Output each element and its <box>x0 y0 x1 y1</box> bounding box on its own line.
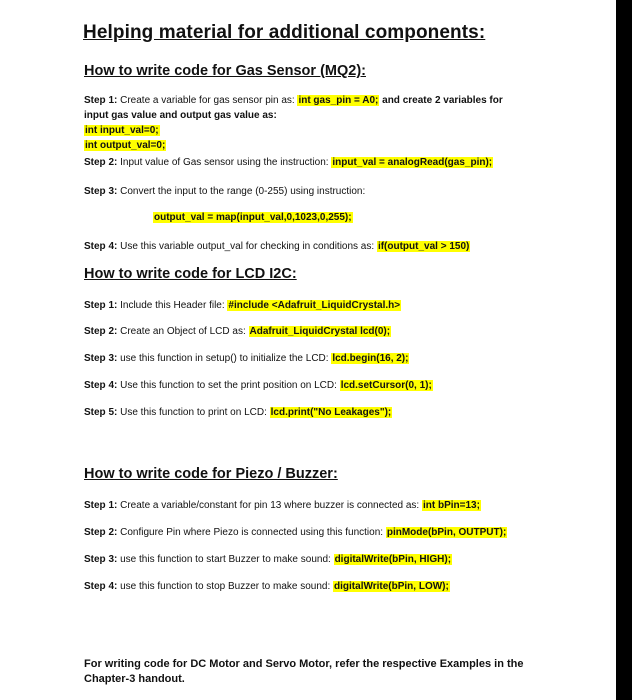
step-text: Input value of Gas sensor using the instruction: <box>117 157 332 168</box>
code-snippet: #include <Adafruit_LiquidCrystal.h> <box>228 300 401 311</box>
code-snippet: lcd.print("No Leakages"); <box>270 407 392 418</box>
lcd-step-3 <box>84 352 409 365</box>
code-snippet: lcd.setCursor(0, 1); <box>340 380 432 391</box>
code-snippet: int input_val=0; <box>85 125 159 136</box>
piezo-step-1 <box>84 499 481 512</box>
code-snippet: input_val = analogRead(gas_pin); <box>332 157 493 168</box>
step-text: Use this function to print on LCD: <box>117 407 270 418</box>
lcd-step-4 <box>84 379 433 392</box>
code-snippet: digitalWrite(bPin, LOW); <box>334 581 449 592</box>
code-snippet: int gas_pin = A0; <box>298 95 379 106</box>
page-title: Helping material for additional components: <box>83 22 486 43</box>
lcd-step-5 <box>84 406 392 419</box>
step-label: Step 3: <box>84 353 118 364</box>
step-text: Use this variable output_val for checking in conditions as: <box>117 241 377 252</box>
code-snippet: pinMode(bPin, OUTPUT); <box>386 527 507 538</box>
gas-step-4 <box>84 240 470 253</box>
step-text: Create a variable/constant for pin 13 where buzzer is connected as: <box>117 500 422 511</box>
step-label: Step 5: <box>84 407 118 418</box>
lcd-step-2 <box>84 325 391 338</box>
step-label: Step 2: <box>84 527 118 538</box>
step-text: Create a variable for gas sensor pin as: <box>117 95 298 106</box>
footer-note: For writing code for DC Motor and Servo Motor, refer the respective Examples in the Chapter-3 handout. <box>84 658 524 685</box>
piezo-heading: How to write code for Piezo / Buzzer: <box>84 466 338 482</box>
step-text: use this function to stop Buzzer to make sound: <box>117 581 334 592</box>
step-text: Convert the input to the range (0-255) using instruction: <box>117 186 366 197</box>
window-edge <box>616 0 632 700</box>
code-snippet: Adafruit_LiquidCrystal lcd(0); <box>249 326 391 337</box>
step-label: Step 1: <box>84 95 118 106</box>
code-snippet: lcd.begin(16, 2); <box>332 353 409 364</box>
gas-step-3-code <box>153 211 353 224</box>
step-text: Include this Header file: <box>117 300 228 311</box>
step-label: Step 2: <box>84 157 118 168</box>
piezo-step-4 <box>84 580 450 593</box>
step-label: Step 1: <box>84 300 118 311</box>
step-label: Step 3: <box>84 554 118 565</box>
step-label: Step 3: <box>84 186 118 197</box>
step-label: Step 1: <box>84 500 118 511</box>
step-label: Step 4: <box>84 241 118 252</box>
lcd-heading: How to write code for LCD I2C: <box>84 266 297 282</box>
gas-step-3 <box>84 185 365 198</box>
code-snippet: if(output_val > 150) <box>377 241 470 252</box>
gas-step-1-code-3 <box>84 139 166 152</box>
step-label: Step 4: <box>84 581 118 592</box>
gas-step-1-code-2 <box>84 124 160 137</box>
code-snippet: digitalWrite(bPin, HIGH); <box>334 554 452 565</box>
gas-step-1-line-2: input gas value and output gas value as: <box>84 110 277 121</box>
step-text: use this function in setup() to initialize the LCD: <box>117 353 332 364</box>
step-text: use this function to start Buzzer to make sound: <box>117 554 334 565</box>
piezo-step-2 <box>84 526 507 539</box>
code-snippet: int output_val=0; <box>85 140 166 151</box>
step-text: and create 2 variables for <box>379 95 503 106</box>
gas-step-1 <box>84 94 503 107</box>
step-text: Use this function to set the print position on LCD: <box>117 380 340 391</box>
step-text: Create an Object of LCD as: <box>117 326 249 337</box>
step-label: Step 2: <box>84 326 118 337</box>
gas-step-2 <box>84 156 493 169</box>
code-snippet: output_val = map(input_val,0,1023,0,255); <box>154 212 352 223</box>
code-snippet: int bPin=13; <box>422 500 480 511</box>
gas-sensor-heading: How to write code for Gas Sensor (MQ2): <box>84 63 366 79</box>
step-text: Configure Pin where Piezo is connected using this function: <box>117 527 386 538</box>
step-label: Step 4: <box>84 380 118 391</box>
lcd-step-1 <box>84 299 401 312</box>
piezo-step-3 <box>84 553 452 566</box>
